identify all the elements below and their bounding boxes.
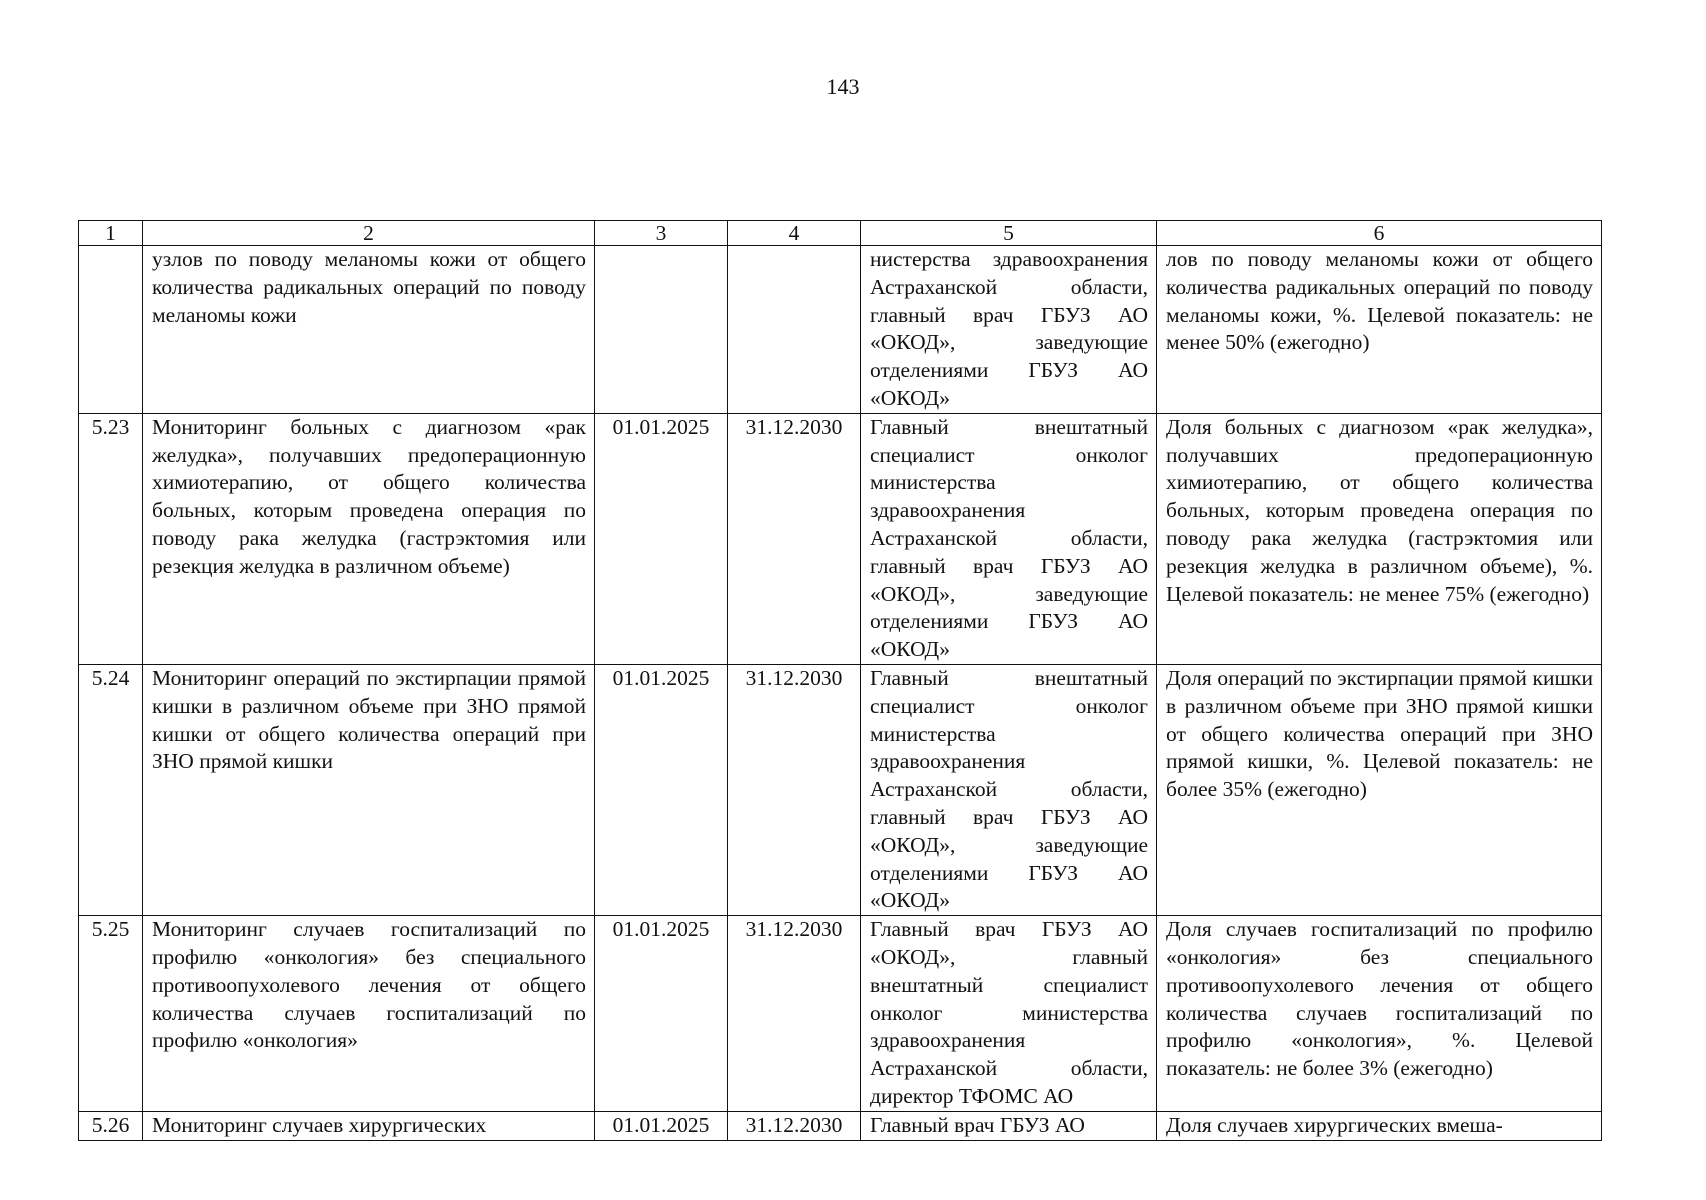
end-date: 31.12.2030 xyxy=(728,916,861,1112)
measure-description: Мониторинг операций по экстирпации прямой кишки в различном объеме при ЗНО прямой кишки от общего количества операций при ЗНО прямой кишки xyxy=(143,664,595,915)
indicator: Доля больных с диагнозом «рак желудка», получавших предоперационную химиотерапию, от общего количества больных, которым проведена операция по поводу рака желудка (гастрэктомия или резекция желудка в различном объеме), %. Целевой показатель: не менее 75% (ежегодно) xyxy=(1157,413,1602,664)
responsible: Главный врач ГБУЗ АО «ОКОД», главный внештатный специалист онколог министерства здравоохранения Астраханской области, директор ТФОМС АО xyxy=(861,916,1157,1112)
end-date: 31.12.2030 xyxy=(728,1111,861,1140)
responsible: Главный внештатный специалист онколог министерства здравоохранения Астраханской области, главный врач ГБУЗ АО «ОКОД», заведующие отделениями ГБУЗ АО «ОКОД» xyxy=(861,664,1157,915)
measure-description: узлов по поводу меланомы кожи от общего количества радикальных операций по поводу меланомы кожи xyxy=(143,246,595,414)
measure-description: Мониторинг случаев госпитализаций по профилю «онкология» без специального противоопухолевого лечения от общего количества случаев госпитализаций по профилю «онкология» xyxy=(143,916,595,1112)
measure-description: Мониторинг больных с диагнозом «рак желудка», получавших предоперационную химиотерапию, от общего количества больных, которым проведена операция по поводу рака желудка (гастрэктомия или резекция желудка в различном объеме) xyxy=(143,413,595,664)
measure-description: Мониторинг случаев хирургических xyxy=(143,1111,595,1140)
col-header-3: 3 xyxy=(595,221,728,246)
col-header-5: 5 xyxy=(861,221,1157,246)
table-row xyxy=(79,413,1602,664)
start-date: 01.01.2025 xyxy=(595,1111,728,1140)
table-row xyxy=(79,246,1602,414)
row-number: 5.25 xyxy=(79,916,143,1112)
start-date: 01.01.2025 xyxy=(595,916,728,1112)
table-row xyxy=(79,1111,1602,1140)
page-number: 143 xyxy=(826,74,860,99)
row-number: 5.26 xyxy=(79,1111,143,1140)
measures-table xyxy=(78,220,1602,1141)
responsible: Главный врач ГБУЗ АО xyxy=(861,1111,1157,1140)
responsible: нистерства здравоохранения Астраханской области, главный врач ГБУЗ АО «ОКОД», заведующие отделениями ГБУЗ АО «ОКОД» xyxy=(861,246,1157,414)
indicator: Доля случаев хирургических вмеша- xyxy=(1157,1111,1602,1140)
col-header-6: 6 xyxy=(1157,221,1602,246)
responsible: Главный внештатный специалист онколог министерства здравоохранения Астраханской области, главный врач ГБУЗ АО «ОКОД», заведующие отделениями ГБУЗ АО «ОКОД» xyxy=(861,413,1157,664)
start-date xyxy=(595,246,728,414)
start-date: 01.01.2025 xyxy=(595,413,728,664)
row-number: 5.24 xyxy=(79,664,143,915)
end-date: 31.12.2030 xyxy=(728,664,861,915)
col-header-4: 4 xyxy=(728,221,861,246)
table-row xyxy=(79,916,1602,1112)
end-date xyxy=(728,246,861,414)
col-header-2: 2 xyxy=(143,221,595,246)
indicator: Доля случаев госпитализаций по профилю «онкология» без специального противоопухолевого лечения от общего количества случаев госпитализаций по профилю «онкология», %. Целевой показатель: не более 3% (ежегодно) xyxy=(1157,916,1602,1112)
header-row xyxy=(79,221,1602,246)
end-date: 31.12.2030 xyxy=(728,413,861,664)
col-header-1: 1 xyxy=(79,221,143,246)
indicator: Доля операций по экстирпации прямой кишки в различном объеме при ЗНО прямой кишки от общего количества операций при ЗНО прямой кишки, %. Целевой показатель: не более 35% (ежегодно) xyxy=(1157,664,1602,915)
indicator: лов по поводу меланомы кожи от общего количества радикальных операций по поводу меланомы кожи, %. Целевой показатель: не менее 50% (ежегодно) xyxy=(1157,246,1602,414)
table-row xyxy=(79,664,1602,915)
row-number xyxy=(79,246,143,414)
start-date: 01.01.2025 xyxy=(595,664,728,915)
row-number: 5.23 xyxy=(79,413,143,664)
